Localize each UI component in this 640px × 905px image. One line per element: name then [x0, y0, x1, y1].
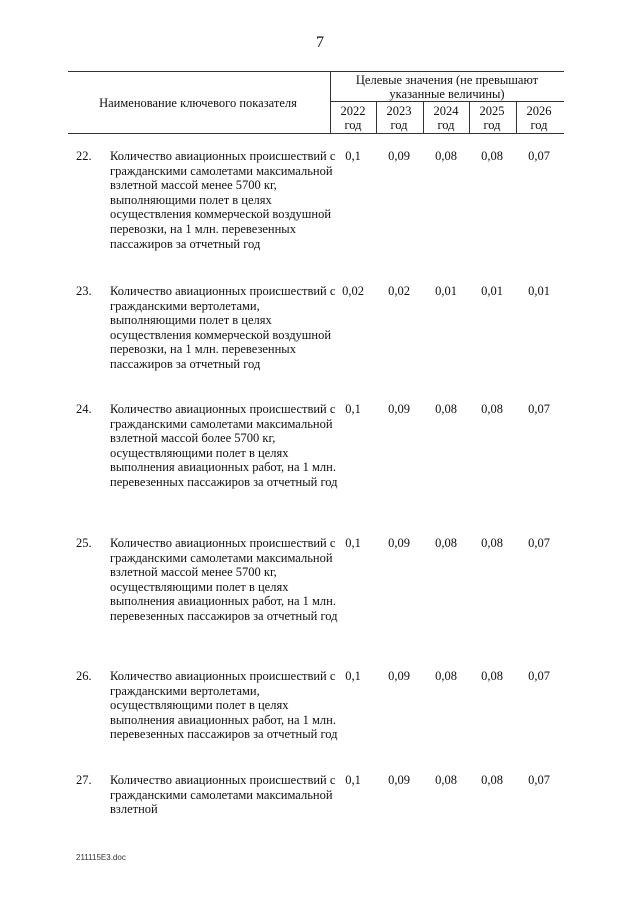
- years-top-rule: [330, 101, 564, 102]
- value-2025: 0,08: [481, 149, 503, 163]
- indicator-name: Количество авиационных происшествий с гражданскими самолетами максимальной взлетной массой менее 5700 кг, осуществляющими полет в целях выполнения авиационных работ, на 1 млн. перевезенных пассажиров за отчетный год: [110, 536, 338, 623]
- row-number: 23.: [76, 284, 92, 298]
- value-2023: 0,09: [388, 669, 410, 683]
- value-2023: 0,02: [388, 284, 410, 298]
- value-2026: 0,01: [528, 284, 550, 298]
- value-2025: 0,08: [481, 536, 503, 550]
- table-header-bottom-rule: [68, 133, 564, 134]
- value-2023: 0,09: [388, 402, 410, 416]
- page-number: 7: [316, 34, 324, 51]
- indicator-name: Количество авиационных происшествий с гражданскими самолетами максимальной взлетной массой менее 5700 кг, выполняющими полет в целях осуществления коммерческой воздушной перевозки, на 1 млн. перевезенных пассажиров за отчетный год: [110, 149, 336, 251]
- value-2025: 0,08: [481, 669, 503, 683]
- year-header: 2022 год: [340, 104, 366, 132]
- value-2023: 0,09: [388, 536, 410, 550]
- indicator-name: Количество авиационных происшествий с гражданскими вертолетами, выполняющими полет в целях осуществления коммерческой воздушной перевозки, на 1 млн. перевезенных пассажиров за отчетный год: [110, 284, 336, 371]
- indicator-name-header: Наименование ключевого показателя: [99, 96, 297, 110]
- value-2026: 0,07: [528, 402, 550, 416]
- indicator-name: Количество авиационных происшествий с гражданскими самолетами максимальной взлетной: [110, 773, 336, 817]
- value-2025: 0,08: [481, 402, 503, 416]
- row-number: 27.: [76, 773, 92, 787]
- value-2026: 0,07: [528, 149, 550, 163]
- row-number: 26.: [76, 669, 92, 683]
- year-header: 2025 год: [479, 104, 505, 132]
- value-2022: 0,1: [345, 402, 361, 416]
- value-2026: 0,07: [528, 773, 550, 787]
- row-number: 22.: [76, 149, 92, 163]
- year-header: 2023 год: [386, 104, 412, 132]
- value-2024: 0,08: [435, 402, 457, 416]
- target-values-header: Целевые значения (не превышают указанные величины): [355, 73, 539, 101]
- indicator-name: Количество авиационных происшествий с гражданскими самолетами максимальной взлетной массой более 5700 кг, осуществляющими полет в целях выполнения авиационных работ, на 1 млн. перевезенных пассажиров за отчетный год: [110, 402, 338, 489]
- row-number: 24.: [76, 402, 92, 416]
- table-top-rule: [68, 71, 564, 72]
- year-header: 2026 год: [526, 104, 552, 132]
- value-2026: 0,07: [528, 536, 550, 550]
- row-number: 25.: [76, 536, 92, 550]
- value-2024: 0,08: [435, 149, 457, 163]
- value-2023: 0,09: [388, 773, 410, 787]
- indicator-name: Количество авиационных происшествий с гражданскими вертолетами, осуществляющими полет в целях выполнения авиационных работ, на 1 млн. перевезенных пассажиров за отчетный год: [110, 669, 338, 742]
- value-2024: 0,01: [435, 284, 457, 298]
- value-2022: 0,1: [345, 773, 361, 787]
- value-2022: 0,1: [345, 669, 361, 683]
- value-2025: 0,08: [481, 773, 503, 787]
- value-2024: 0,08: [435, 669, 457, 683]
- value-2025: 0,01: [481, 284, 503, 298]
- value-2023: 0,09: [388, 149, 410, 163]
- document-filename: 211115E3.doc: [76, 853, 126, 862]
- value-2026: 0,07: [528, 669, 550, 683]
- year-header: 2024 год: [433, 104, 459, 132]
- value-2022: 0,02: [342, 284, 364, 298]
- value-2022: 0,1: [345, 149, 361, 163]
- value-2022: 0,1: [345, 536, 361, 550]
- value-2024: 0,08: [435, 536, 457, 550]
- value-2024: 0,08: [435, 773, 457, 787]
